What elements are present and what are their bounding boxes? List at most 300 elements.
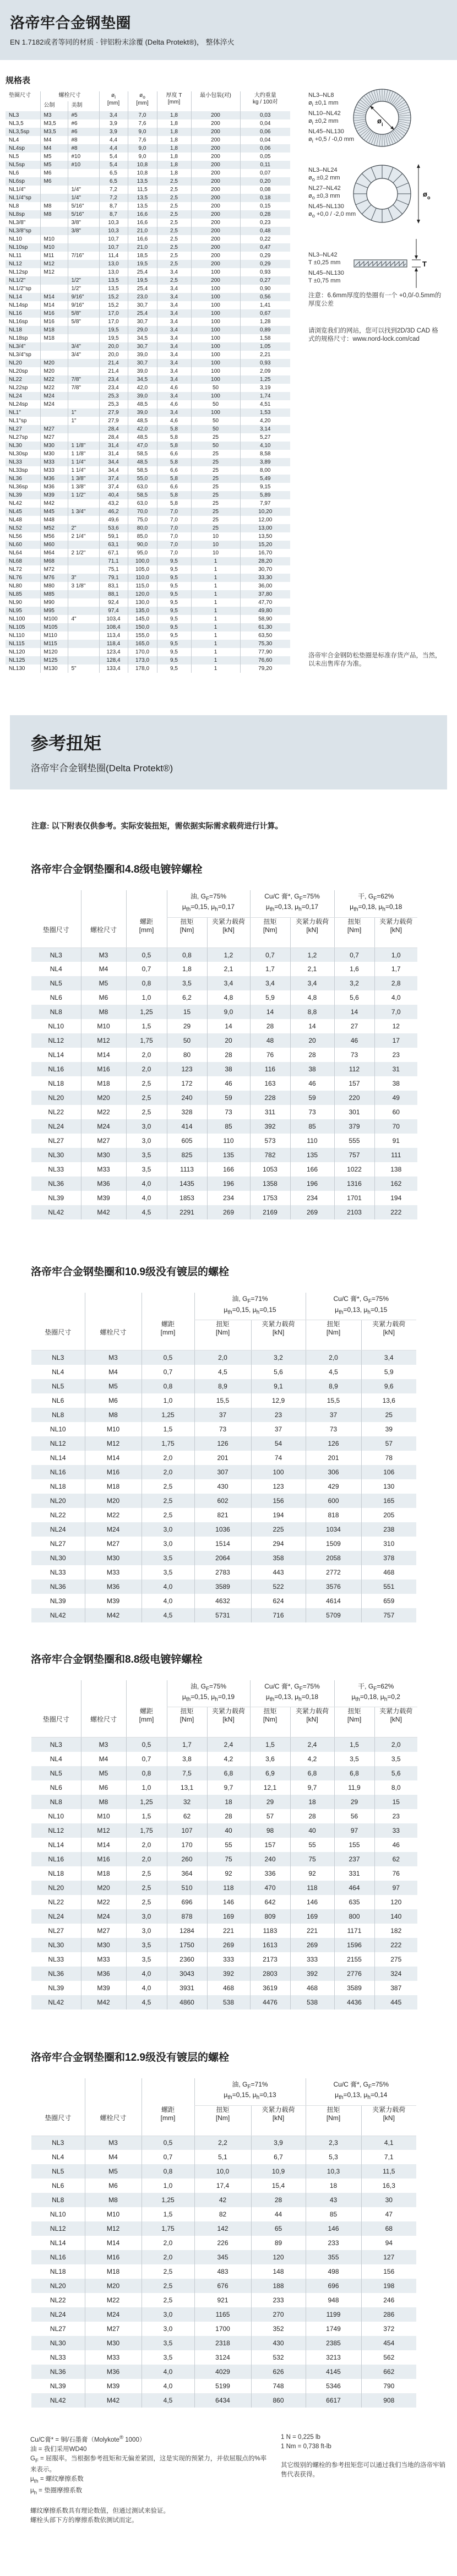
cell: 5709 [306,1608,361,1622]
cell: 85 [306,2207,361,2221]
cell: 60 [374,1105,417,1119]
cell: 200 [191,210,240,219]
cell: 0,5 [126,1738,167,1752]
cell: 50 [191,417,240,425]
cell: 13,5 [99,276,128,285]
table-row [6,491,290,499]
cell: 9,5 [157,631,191,640]
cell: NL8 [50,1008,62,1016]
cell: M4 [81,1752,126,1766]
cell: 34,5 [128,334,157,342]
cell: 30,7 [128,342,157,351]
cell: 53,6 [99,524,128,532]
cell: 140 [374,1909,417,1924]
tolerance-note: NL27–NL42 $ø_o \pm 0,3$ mm [308,185,341,201]
cell: NL3/8"sp [9,228,31,234]
table-row [6,202,290,210]
cell: 37 [251,1422,306,1436]
cell: NL3 [52,2139,64,2147]
torque-table-section-129 [0,2049,457,2408]
cell: 165 [361,1494,416,1508]
cell: 31,4 [99,450,128,458]
cell: 1853 [167,1191,207,1205]
cell: 9,15 [240,483,290,491]
cell: 107 [167,1823,207,1838]
table-row [31,1508,416,1522]
group-header-oil: 油, $G_F=71\%$ $\mu_{th}=0,15$, $\mu_h=0,13$ [194,2078,306,2105]
cell: 100 [191,359,240,367]
cell [68,425,99,433]
cell: 2,0 [126,1062,167,1076]
cell: 2,1 [207,962,250,976]
cell: 73 [334,1048,374,1062]
cell [40,276,68,285]
cell: NL12 [50,1439,66,1447]
cell: 221 [207,1924,250,1938]
cell: 2064 [194,1551,251,1565]
cell: M120 [40,648,68,656]
table-row [31,2236,416,2250]
cell: NL22sp [9,385,28,391]
cell: 28 [290,1809,334,1823]
table-row [6,227,290,235]
table-row [31,2365,416,2379]
table-row [31,1537,416,1551]
cell: 379 [334,1119,374,1134]
cell: 123,4 [99,648,128,656]
table-row [31,2350,416,2365]
table-row [31,2150,416,2164]
cell: M16 [85,1465,142,1479]
cell: 19,5 [99,334,128,342]
cell: NL1/4"sp [9,195,31,201]
spec-sidebar [308,91,457,689]
cell: 238 [361,1522,416,1537]
cell [40,194,68,202]
cell: 6,7 [251,2150,306,2164]
cell: NL72 [9,567,22,573]
table-row [31,1436,416,1451]
cell: 59,1 [99,532,128,541]
cell: 50 [191,384,240,392]
cell: 246 [361,2293,416,2307]
cell: 16,6 [128,235,157,243]
cell: 200 [191,128,240,136]
cell: 46 [290,1076,334,1091]
cell: 19,5 [128,276,157,285]
cell [68,400,99,409]
cell: 0,03 [240,111,290,119]
cell: 166 [207,1162,250,1177]
cell: 1199 [306,2307,361,2322]
cell: 4,5 [142,2393,194,2408]
cell: M33 [40,466,68,475]
table-row [31,1365,416,1379]
cell: 6,2 [167,990,207,1005]
cell: 1 3/4" [68,508,99,516]
cell [68,557,99,565]
cell: NL16 [48,1855,64,1863]
cell: 0,67 [240,309,290,318]
cell: 7,0 [128,111,157,119]
cell: M39 [81,1981,126,1995]
cell: 135 [207,1148,250,1162]
cell: NL20 [48,1883,64,1892]
cell: 294 [251,1537,306,1551]
torque-table-48 [31,890,417,1219]
cell: M30 [81,1148,126,1162]
cell: NL4 [52,1368,64,1376]
cell: 2,4 [207,1738,250,1752]
cell: M4 [85,1365,142,1379]
cell: 10,3 [99,227,128,235]
cell: 100 [191,375,240,384]
cell: 270 [251,2307,306,2322]
cell: 414 [167,1119,207,1134]
cell: M27 [81,1134,126,1148]
cell: 2,0 [142,2236,194,2250]
cell: 200 [191,161,240,169]
cell: 10,8 [128,161,157,169]
cell: 37 [194,1408,251,1422]
cell: 54 [251,1436,306,1451]
table-row [6,400,290,409]
cell: 205 [361,1508,416,1522]
cell: 8,58 [240,450,290,458]
cell: M3 [85,1350,142,1365]
cell: 5/16" [68,202,99,210]
cell: 46 [374,1838,417,1852]
cell: NL5 [52,1382,64,1390]
cell: 1 3/8" [68,483,99,491]
cell: 5,9 [361,1365,416,1379]
cell: 15,2 [99,301,128,309]
cell: 50 [167,1033,207,1048]
cell: 1596 [334,1938,374,1952]
cell: M10 [81,1809,126,1823]
cell: M12 [85,1436,142,1451]
cell: 120 [251,2250,306,2264]
footnote-line: $G_F$ = 屈服率。当根据参考扭矩和无偏差紧固，这是实现的预紧力，并依屈服点的%率来表示。 [30,2455,267,2474]
cell: NL45 [9,509,22,515]
cell: 1358 [250,1177,290,1191]
table-row [31,2307,416,2322]
cell: #6 [68,128,99,136]
cell: 1022 [334,1162,374,1177]
cell: 8,8 [290,1005,334,1019]
table-row [6,574,290,582]
cell: 3,0 [126,1119,167,1134]
cell: 25 [191,433,240,442]
table-row [31,1809,417,1823]
cell: 37 [306,1408,361,1422]
table-row [6,153,290,161]
table-row [31,2293,416,2307]
cell: 4" [68,615,99,623]
table-row [6,119,290,128]
cell: 58,5 [128,466,157,475]
cell: 29 [250,1795,290,1809]
cell: M16 [40,309,68,318]
cell: 17,4 [194,2179,251,2193]
cell: 32 [167,1795,207,1809]
cell: 226 [194,2236,251,2250]
table-row [31,1594,416,1608]
cell: 0,8 [142,1379,194,1393]
cell: 17 [374,1033,417,1048]
cell [68,359,99,367]
cell: 378 [361,1551,416,1565]
cell: 10,3 [306,2164,361,2179]
cell: 19,5 [128,260,157,268]
cell: 63,1 [99,541,128,549]
cell: 118 [290,1881,334,1895]
cell: 3,14 [240,425,290,433]
cell: 61,30 [240,623,290,631]
cell: 27,9 [99,417,128,425]
cell [68,169,99,177]
cell: NL30 [48,1941,64,1949]
cell: 10 [191,549,240,557]
cell: 15,20 [240,541,290,549]
cell: 2291 [167,1205,207,1219]
cell: 2,2 [194,2136,251,2150]
cell: 1,8 [167,962,207,976]
cell: 200 [191,194,240,202]
cell: 0,7 [250,947,290,962]
cell: 0,7 [142,2150,194,2164]
cell: 105,0 [128,565,157,574]
table-row [31,1379,416,1393]
cell: M10 [81,1019,126,1033]
cell: 1/2" [68,285,99,293]
table-row [31,2179,416,2193]
cell: 23 [374,1809,417,1823]
table-row [6,334,290,342]
cell: 2" [68,524,99,532]
table-row [31,1551,416,1565]
cell: 148 [251,2264,306,2279]
cell: 100 [191,293,240,301]
cell: 3,4 [157,367,191,375]
cell: 2,5 [126,1881,167,1895]
table-row [31,1866,417,1881]
cell: M20 [85,2279,142,2293]
cell: NL5 [52,2167,64,2176]
cell: 228 [250,1091,290,1105]
tolerance-note: NL3–NL24 $ø_o \pm 0,2$ mm [308,167,340,183]
table-row [6,268,290,276]
tolerance-note: NL3–NL42 T ±0,25 mm [308,252,341,266]
cell: 240 [250,1852,290,1866]
col-header-torque: 扭矩 [Nm] [306,2105,361,2136]
cell: #6 [68,119,99,128]
cell: 9,5 [157,582,191,590]
cell: 392 [250,1119,290,1134]
cell: NL3 [50,951,62,959]
cell: 28 [250,1019,290,1033]
cell: NL14 [50,1453,66,1462]
cell: 166 [290,1162,334,1177]
cell: 3,4 [157,268,191,276]
cell: 9,5 [157,598,191,607]
cell: 696 [167,1895,207,1909]
cell: M8 [40,202,68,210]
cell: NL120 [9,649,25,655]
cell: NL90 [9,600,22,606]
cell: 355 [306,2250,361,2264]
cell: 1,8 [157,111,191,119]
table-row [31,1738,417,1752]
cell: 73 [290,1105,334,1119]
cell: NL42 [48,1208,64,1217]
cell: M39 [85,2379,142,2393]
cell: 23,0 [128,293,157,301]
col-header-torque: 扭矩 [Nm] [306,1320,361,1350]
cell: 2,5 [142,2279,194,2293]
col-header-torque: 扭矩 [Nm] [194,1320,251,1350]
cell: 5,8 [157,442,191,450]
cell: 198 [361,2279,416,2293]
cell: 470 [250,1881,290,1895]
cell: 27,9 [99,409,128,417]
cell: 0,93 [240,268,290,276]
cell: NL16 [48,1065,64,1074]
cell: 156 [251,1494,306,1508]
cell: 4,0 [142,2365,194,2379]
cell: 92 [290,1866,334,1881]
cell: 0,7 [334,947,374,962]
cell: 1,0 [374,947,417,962]
cell [68,623,99,631]
cell: 6,9 [250,1766,290,1780]
cell: 200 [191,119,240,128]
cell: 33,30 [240,574,290,582]
cell: 2,5 [157,186,191,194]
cell: 5/8" [68,309,99,318]
col-header-torque: 扭矩 [Nm] [334,917,374,947]
table-row [31,1048,417,1062]
cell: NL12 [48,1037,64,1045]
cell: 4,5 [306,1365,361,1379]
col-header-clamp-load: 夹紧力载荷 [kN] [374,917,417,947]
cell: 25 [191,466,240,475]
cell: 4,20 [240,417,290,425]
cell: NL20 [9,360,22,366]
cell: 33 [374,1823,417,1838]
cell: 25 [191,458,240,466]
cell: 3,9 [99,128,128,136]
cell: 0,28 [240,210,290,219]
cell: 3,5 [126,1952,167,1967]
table-row [31,1522,416,1537]
cell: 1701 [334,1191,374,1205]
cell: 3,5 [374,1752,417,1766]
cell: 1 [191,640,240,648]
cell: 0,8 [167,947,207,962]
cell: 138 [374,1162,417,1177]
cell: 234 [207,1191,250,1205]
cell: 1171 [334,1924,374,1938]
table-row [6,524,290,532]
cell: 36,00 [240,582,290,590]
cell: 3,0 [142,2307,194,2322]
table-row [6,615,290,623]
cell: NL24sp [9,401,28,407]
cell: 1 [191,665,240,673]
cell: M10 [85,2207,142,2221]
table-row [31,1924,417,1938]
cell: 6,5 [99,169,128,177]
cell: 196 [207,1177,250,1191]
cell: 5,89 [240,491,290,499]
table-row [31,2221,416,2236]
cell: M110 [40,631,68,640]
cell: 1284 [167,1924,207,1938]
cell: 9,5 [157,640,191,648]
cell: 4,51 [240,400,290,409]
cell: M4 [40,144,68,153]
table-row [6,252,290,260]
cell: 28 [207,1809,250,1823]
cell: 91 [374,1134,417,1148]
table-row [6,309,290,318]
table-row [31,1895,417,1909]
cell: 1 [191,582,240,590]
cell: 100 [251,1465,306,1479]
cell: 4,0 [142,1594,194,1608]
cell: NL1/4" [9,187,26,193]
table-row [6,276,290,285]
table-row [6,631,290,640]
cell: 948 [306,2293,361,2307]
cell: M12 [40,268,68,276]
cell [68,541,99,549]
cell: NL10 [48,1022,64,1031]
table-row [31,1838,417,1852]
cell [68,260,99,268]
cell: 0,93 [240,359,290,367]
footnote-line: 螺纹摩擦系数具有理论数值，但通过测试来验证。 [30,2507,170,2514]
cell: 522 [251,1580,306,1594]
cell: M8 [85,1408,142,1422]
cell: 1,7 [374,962,417,976]
cell: 2,5 [157,243,191,252]
cell: M18 [85,1479,142,1494]
cell: 4,5 [194,1365,251,1379]
cell: 63,0 [128,483,157,491]
cell: NL3/4" [9,344,26,350]
cell: M64 [40,549,68,557]
cell [40,351,68,359]
table-row [31,1177,417,1191]
cell: NL4 [52,2153,64,2161]
cell: M12 [85,2221,142,2236]
cell: 269 [290,1205,334,1219]
cell: 2,5 [157,252,191,260]
table-row [31,1752,417,1766]
cell: 6,8 [207,1766,250,1780]
cell: 5,27 [240,433,290,442]
cell: M30 [40,442,68,450]
cell: NL125 [9,657,25,663]
table-row [31,1981,417,1995]
cad-link[interactable]: www.nord-lock.com/cad [352,336,420,342]
table-row [31,1967,417,1981]
cell: 3,4 [157,318,191,326]
cell: M42 [81,1995,126,2009]
cell: 498 [306,2264,361,2279]
